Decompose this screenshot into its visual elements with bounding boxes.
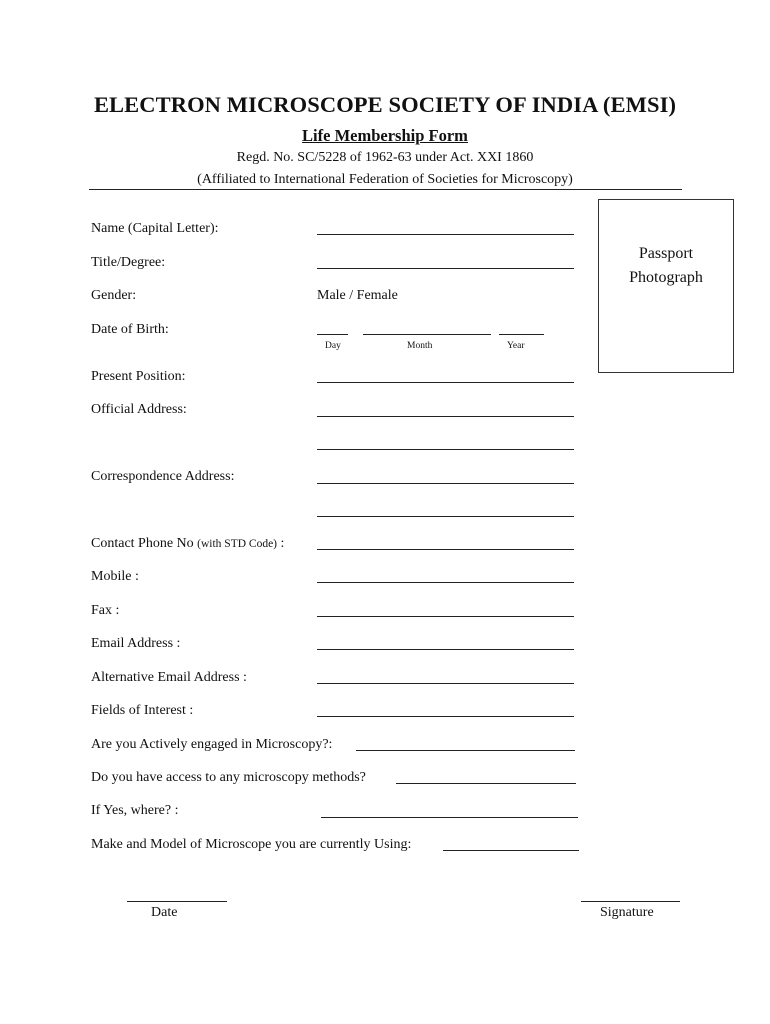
mobile-label: Mobile : <box>91 569 139 584</box>
dob-day-caption: Day <box>325 341 341 351</box>
society-title: ELECTRON MICROSCOPE SOCIETY OF INDIA (EMSI) <box>93 92 677 117</box>
photo-label-line2: Photograph <box>629 269 703 286</box>
title-degree-label: Title/Degree: <box>91 255 166 270</box>
alt-email-field[interactable] <box>317 683 574 684</box>
dob-year-caption: Year <box>507 341 525 351</box>
present-position-label: Present Position: <box>91 369 186 384</box>
passport-photo-box[interactable] <box>598 199 734 373</box>
form-name: Life Membership Form <box>302 126 468 145</box>
signature-label: Signature <box>600 905 654 920</box>
actively-engaged-field[interactable] <box>356 750 575 751</box>
contact-phone-colon: : <box>280 536 285 551</box>
fields-of-interest-label: Fields of Interest : <box>91 703 194 718</box>
access-methods-field[interactable] <box>396 783 576 784</box>
date-label: Date <box>151 905 178 920</box>
contact-phone-field[interactable] <box>317 549 574 550</box>
signature-field[interactable] <box>581 901 680 902</box>
present-position-field[interactable] <box>317 382 574 383</box>
header-divider <box>89 189 682 190</box>
actively-engaged-label: Are you Actively engaged in Microscopy?: <box>91 737 333 752</box>
dob-label: Date of Birth: <box>91 322 169 337</box>
dob-year-field[interactable] <box>499 334 544 335</box>
date-field[interactable] <box>127 901 227 902</box>
make-model-field[interactable] <box>443 850 579 851</box>
make-model-label: Make and Model of Microscope you are currently Using: <box>91 837 412 852</box>
if-yes-label: If Yes, where? : <box>91 803 179 818</box>
email-field[interactable] <box>317 649 574 650</box>
photo-label-line1: Passport <box>638 245 694 262</box>
correspondence-address-field-2[interactable] <box>317 516 574 517</box>
contact-phone-text: Contact Phone No <box>91 536 194 551</box>
mobile-field[interactable] <box>317 582 574 583</box>
contact-phone-note: (with STD Code) <box>197 538 278 550</box>
alt-email-label: Alternative Email Address : <box>91 670 247 685</box>
affiliation-text: (Affiliated to International Federation of Societies for Microscopy) <box>197 172 573 187</box>
correspondence-address-label: Correspondence Address: <box>91 469 235 484</box>
fax-field[interactable] <box>317 616 574 617</box>
dob-month-field[interactable] <box>363 334 491 335</box>
fields-of-interest-field[interactable] <box>317 716 574 717</box>
if-yes-field[interactable] <box>321 817 578 818</box>
name-field[interactable] <box>317 234 574 235</box>
official-address-field-2[interactable] <box>317 449 574 450</box>
registration-text: Regd. No. SC/5228 of 1962-63 under Act. XXI 1860 <box>236 150 534 165</box>
dob-month-caption: Month <box>407 341 433 351</box>
email-label: Email Address : <box>91 636 181 651</box>
name-label: Name (Capital Letter): <box>91 221 219 236</box>
dob-day-field[interactable] <box>317 334 348 335</box>
title-degree-field[interactable] <box>317 268 574 269</box>
official-address-label: Official Address: <box>91 402 187 417</box>
gender-label: Gender: <box>91 288 137 303</box>
fax-label: Fax : <box>91 603 120 618</box>
access-methods-label: Do you have access to any microscopy methods? <box>91 770 366 785</box>
gender-options[interactable]: Male / Female <box>317 288 398 303</box>
correspondence-address-field-1[interactable] <box>317 483 574 484</box>
contact-phone-label <box>91 536 284 552</box>
official-address-field-1[interactable] <box>317 416 574 417</box>
